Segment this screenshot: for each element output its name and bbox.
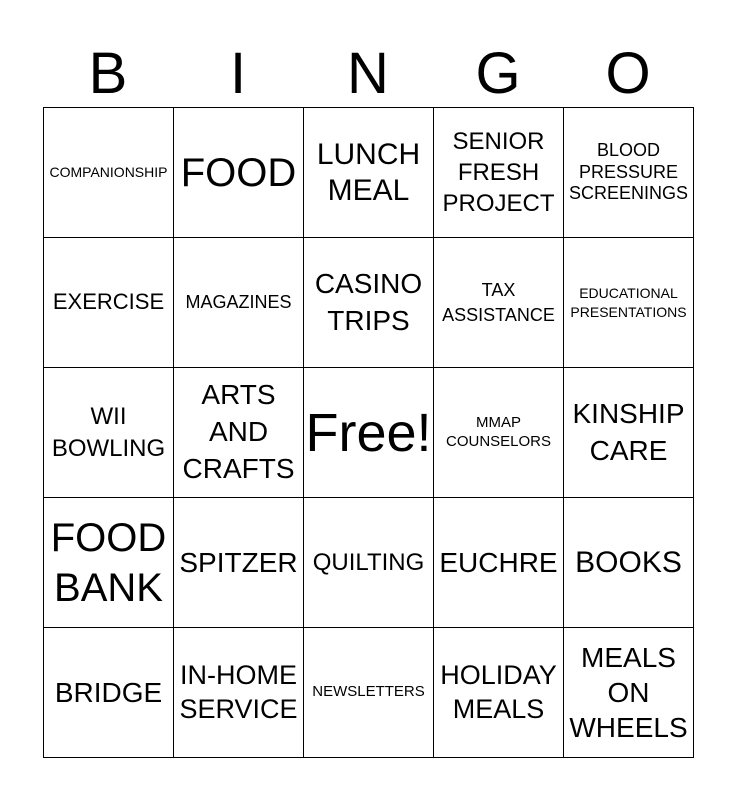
bingo-cell[interactable] bbox=[44, 498, 174, 628]
cell-text: FOOD BANK bbox=[50, 515, 167, 610]
cell-text: IN-HOME SERVICE bbox=[179, 659, 298, 724]
free-space-text: Free! bbox=[305, 402, 432, 463]
cell-text: ARTS AND CRAFTS bbox=[182, 379, 295, 484]
header-letter-n: N bbox=[347, 41, 389, 106]
cell-text: CASINO TRIPS bbox=[314, 267, 423, 336]
cell-text: EUCHRE bbox=[439, 547, 558, 578]
bingo-board bbox=[43, 107, 694, 758]
cell-text: HOLIDAY MEALS bbox=[440, 659, 557, 724]
bingo-cell[interactable] bbox=[564, 498, 694, 628]
bingo-cell[interactable] bbox=[174, 238, 304, 368]
free-space[interactable] bbox=[304, 368, 434, 498]
bingo-header bbox=[43, 40, 693, 108]
bingo-cell[interactable] bbox=[174, 498, 304, 628]
bingo-cell[interactable] bbox=[434, 498, 564, 628]
header-letter-i: I bbox=[229, 41, 247, 106]
header-letter-g: G bbox=[475, 41, 521, 106]
bingo-cell[interactable] bbox=[564, 108, 694, 238]
bingo-cell[interactable] bbox=[44, 108, 174, 238]
cell-text: TAX ASSISTANCE bbox=[442, 280, 555, 325]
cell-text: EDUCATIONAL PRESENTATIONS bbox=[570, 285, 687, 320]
cell-text: EXERCISE bbox=[52, 289, 165, 315]
bingo-cell[interactable] bbox=[304, 108, 434, 238]
header-letter-o: O bbox=[605, 41, 651, 106]
bingo-cell[interactable] bbox=[174, 108, 304, 238]
bingo-cell[interactable] bbox=[434, 368, 564, 498]
bingo-cell[interactable] bbox=[174, 368, 304, 498]
bingo-cell[interactable] bbox=[304, 238, 434, 368]
bingo-cell[interactable] bbox=[564, 628, 694, 758]
bingo-cell[interactable] bbox=[304, 498, 434, 628]
bingo-cell[interactable] bbox=[44, 368, 174, 498]
cell-text: KINSHIP CARE bbox=[572, 397, 685, 466]
cell-text: WII BOWLING bbox=[51, 403, 166, 462]
cell-text: MMAP COUNSELORS bbox=[445, 413, 552, 450]
bingo-cell[interactable] bbox=[304, 628, 434, 758]
bingo-cell[interactable] bbox=[44, 628, 174, 758]
cell-text: SPITZER bbox=[179, 547, 298, 578]
cell-text: LUNCH MEAL bbox=[316, 137, 421, 207]
bingo-cell[interactable] bbox=[434, 108, 564, 238]
cell-text: BLOOD PRESSURE SCREENINGS bbox=[568, 140, 689, 204]
cell-text: QUILTING bbox=[312, 548, 425, 576]
cell-text: SENIOR FRESH PROJECT bbox=[442, 127, 555, 218]
cell-text: MAGAZINES bbox=[185, 291, 292, 312]
bingo-cell[interactable] bbox=[174, 628, 304, 758]
cell-text: NEWSLETTERS bbox=[312, 683, 425, 701]
bingo-cell[interactable] bbox=[564, 368, 694, 498]
bingo-cell[interactable] bbox=[434, 628, 564, 758]
cell-text: BOOKS bbox=[575, 545, 682, 579]
cell-text: BRIDGE bbox=[54, 677, 163, 708]
cell-text: COMPANIONSHIP bbox=[49, 164, 168, 181]
header-letter-b: B bbox=[88, 41, 128, 106]
cell-text: FOOD bbox=[180, 150, 297, 195]
bingo-cell[interactable] bbox=[564, 238, 694, 368]
bingo-cell[interactable] bbox=[434, 238, 564, 368]
bingo-cell[interactable] bbox=[44, 238, 174, 368]
cell-text: MEALS ON WHEELS bbox=[569, 642, 688, 743]
